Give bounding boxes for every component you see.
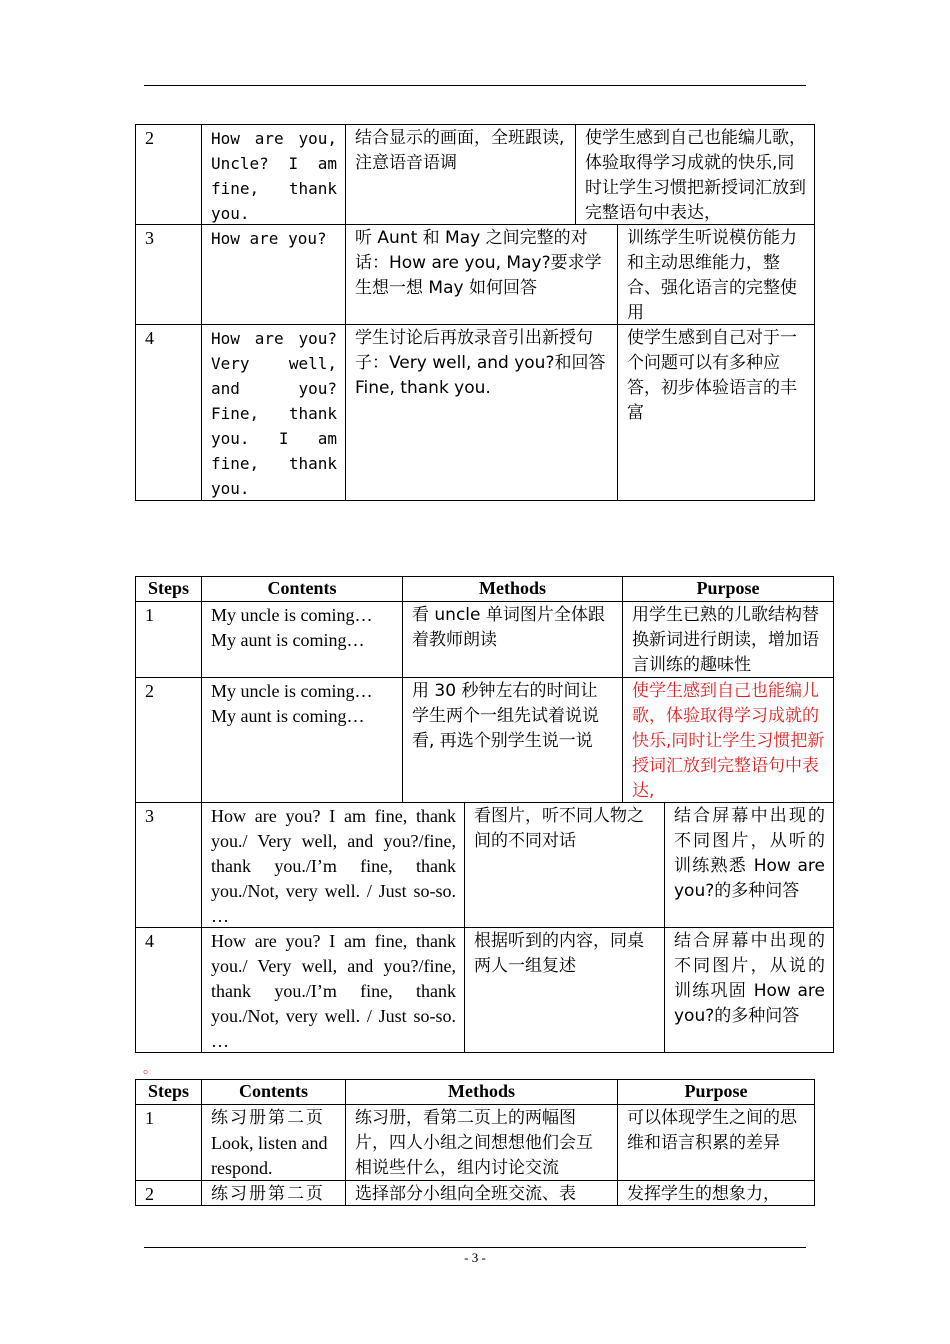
table-row-cell-method: 看 uncle 单词图片全体跟着教师朗读 xyxy=(402,601,623,678)
column-header-purpose: Purpose xyxy=(617,1079,815,1105)
table-row-cell-method: 根据听到的内容，同桌两人一组复述 xyxy=(464,927,665,1053)
page-number: - 3 - xyxy=(464,1250,486,1265)
content-line: My uncle is coming… xyxy=(211,681,373,701)
column-header-purpose: Purpose xyxy=(622,576,834,602)
table-row-cell-purpose: 可以体现学生之间的思维和语言积累的差异 xyxy=(617,1104,815,1181)
table-row-cell-content: 练习册第二页 xyxy=(201,1180,346,1206)
table-row-cell-method: 听 Aunt 和 May 之间完整的对话：How are you, May?要求学生想一想 May 如何回答 xyxy=(345,224,618,325)
table-row-cell-step: 4 xyxy=(135,927,202,1053)
separator-mark: 。 xyxy=(143,1061,157,1077)
table-row-cell-method: 学生讨论后再放录音引出新授句子：Very well, and you?和回答 Fine, thank you. xyxy=(345,324,618,501)
table-row-cell-purpose-highlighted: 使学生感到自己也能编儿歌，体验取得学习成就的快乐,同时让学生习惯把新授词汇放到完整语句中表达, xyxy=(622,677,834,803)
column-header-steps: Steps xyxy=(135,576,202,602)
table-row-cell-step: 1 xyxy=(135,1104,202,1181)
table-row-cell-method: 结合显示的画面，全班跟读,注意语音语调 xyxy=(345,124,576,225)
table-row-cell-method: 练习册，看第二页上的两幅图片，四人小组之间想想他们会互相说些什么，组内讨论交流 xyxy=(345,1104,618,1181)
footer-rule xyxy=(144,1247,806,1248)
table-row-cell-method: 选择部分小组向全班交流、表 xyxy=(345,1180,618,1206)
content-line: My aunt is coming… xyxy=(211,630,365,650)
table-row-cell-content: How are you? I am fine, thank you./ Very well, and you?/fine, thank you./I’m fine, thank you./Not, very well. / Just so-so. … xyxy=(201,802,465,928)
table-row-cell-content: How are you, Uncle? I am fine, thank you. xyxy=(201,124,346,225)
table-row-cell-purpose: 使学生感到自己也能编儿歌，体验取得学习成就的快乐,同时让学生习惯把新授词汇放到完整语句中表达， xyxy=(575,124,815,225)
table-row-cell-step: 2 xyxy=(135,1180,202,1206)
table-row-cell-purpose: 发挥学生的想象力， xyxy=(617,1180,815,1206)
table-row-cell-content xyxy=(201,677,403,803)
table-row-cell-method: 看图片，听不同人物之间的不同对话 xyxy=(464,802,665,928)
content-line: My aunt is coming… xyxy=(211,706,365,726)
table-row-cell-content xyxy=(201,1104,346,1181)
table-row-cell-purpose: 结合屏幕中出现的不同图片，从说的训练巩固 How are you?的多种问答 xyxy=(664,927,834,1053)
table-row-cell-step: 4 xyxy=(135,324,202,501)
table-row-cell-step: 3 xyxy=(135,224,202,325)
table-row-cell-content: How are you? Very well, and you? Fine, thank you. I am fine, thank you. xyxy=(201,324,346,501)
content-line: 练习册第二页 xyxy=(211,1108,325,1128)
table-row-cell-purpose: 用学生已熟的儿歌结构替换新词进行朗读，增加语言训练的趣味性 xyxy=(622,601,834,678)
content-line: Look, listen and respond. xyxy=(211,1133,328,1178)
table-row-cell-step: 2 xyxy=(135,677,202,803)
table-row-cell-content: How are you? xyxy=(201,224,346,325)
header-rule xyxy=(144,85,806,86)
table-row-cell-content xyxy=(201,601,403,678)
table-row-cell-step: 3 xyxy=(135,802,202,928)
column-header-contents: Contents xyxy=(201,576,403,602)
column-header-steps: Steps xyxy=(135,1079,202,1105)
content-line: My uncle is coming… xyxy=(211,605,373,625)
table-row-cell-purpose: 使学生感到自己对于一个问题可以有多种应答，初步体验语言的丰富 xyxy=(617,324,815,501)
table-row-cell-step: 2 xyxy=(135,124,202,225)
table-row-cell-method: 用 30 秒钟左右的时间让学生两个一组先试着说说看, 再选个别学生说一说 xyxy=(402,677,623,803)
column-header-methods: Methods xyxy=(345,1079,618,1105)
column-header-methods: Methods xyxy=(402,576,623,602)
table-row-cell-content: How are you? I am fine, thank you./ Very well, and you?/fine, thank you./I’m fine, thank you./Not, very well. / Just so-so. … xyxy=(201,927,465,1053)
table-row-cell-step: 1 xyxy=(135,601,202,678)
table-row-cell-purpose: 训练学生听说模仿能力和主动思维能力，整合、强化语言的完整使用 xyxy=(617,224,815,325)
table-row-cell-purpose: 结合屏幕中出现的不同图片，从听的训练熟悉 How are you?的多种问答 xyxy=(664,802,834,928)
column-header-contents: Contents xyxy=(201,1079,346,1105)
